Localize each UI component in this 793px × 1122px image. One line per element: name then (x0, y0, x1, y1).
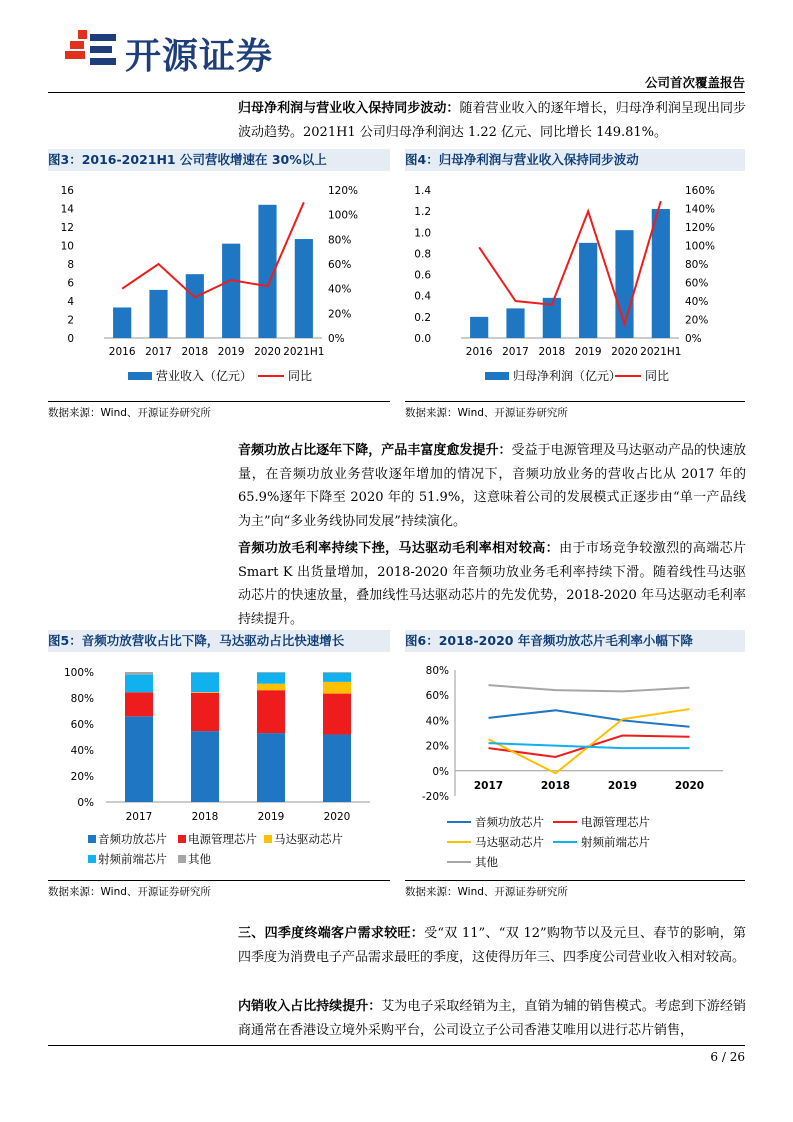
y-axis-left-tick: 1.0 (414, 227, 431, 240)
paragraph-body: 受益于电源管理及马达驱动产品的快速放量，在音频功放业务营收逐年增加的情况下，音频功放业务的营收占比从 2017 年的 65.9%逐年下降至 2020 年的 51.9%，这意味着公司的发展模式正逐步由“单一产品线为主”向“多业务线协同发展”持续演化。 (238, 443, 746, 529)
y-axis-right-tick: 100% (328, 209, 359, 222)
paragraph-lead: 归母净利润与营业收入保持同步波动： (238, 101, 460, 116)
brand-name: 开源证券 (125, 36, 274, 77)
legend-label: 同比 (288, 369, 313, 383)
legend-label: 归母净利润（亿元） (513, 369, 622, 383)
y-axis-right-tick: 40% (328, 283, 352, 296)
x-axis-tick: 2020 (674, 779, 705, 792)
x-axis-tick: 2016 (108, 346, 136, 358)
x-axis-tick: 2019 (574, 346, 602, 358)
figure-5-rule (48, 880, 390, 881)
x-axis-tick: 2020 (254, 346, 281, 358)
paragraph-lead: 内销收入占比持续提升： (238, 999, 382, 1014)
bar (579, 243, 597, 338)
y-axis-right-tick: 120% (328, 185, 359, 197)
y-axis-right-tick: 100% (685, 240, 716, 253)
y-axis-left-tick: 14 (60, 203, 74, 216)
stacked-bar-segment (191, 692, 219, 693)
x-axis-tick: 2017 (125, 811, 153, 823)
y-axis-left-tick: 10 (60, 240, 74, 253)
y-axis-right-tick: 20% (328, 308, 352, 321)
x-axis-tick: 2018 (538, 346, 566, 358)
x-axis-tick: 2021H1 (283, 346, 325, 358)
y-axis-left-tick: 8 (67, 259, 74, 271)
paragraph-body: 受“双 11”、“双 12”购物节以及元旦、春节的影响，第四季度为消费电子产品需求最旺的季度，这使得历年三、四季度公司营业收入相对较高。 (238, 926, 746, 965)
paragraph-lead: 三、四季度终端客户需求较旺： (238, 926, 425, 941)
paragraph-domestic-sales (238, 995, 746, 1042)
legend-label: 电源管理芯片 (581, 815, 650, 829)
growth-line (479, 201, 661, 324)
stacked-bar-segment (191, 673, 219, 693)
page-number: 6 / 26 (710, 1050, 745, 1064)
y-axis-tick: 100% (63, 667, 94, 679)
paragraph-net-profit (238, 97, 746, 144)
y-axis-left-tick: 1.2 (414, 206, 431, 219)
figure-3-title: 图3：2016-2021H1 公司营收增速在 30%以上 (48, 149, 390, 171)
legend-label: 马达驱动芯片 (274, 832, 343, 846)
stacked-bar-segment (191, 731, 219, 802)
legend-swatch-bar (128, 372, 152, 380)
y-axis-right-tick: 80% (328, 234, 352, 247)
y-axis-tick: 0% (432, 765, 449, 778)
stacked-bar-segment (125, 692, 153, 716)
y-axis-left-tick: 1.4 (414, 185, 431, 197)
bar (113, 307, 131, 338)
bar (652, 209, 670, 338)
x-axis-tick: 2016 (465, 346, 493, 358)
paragraph-body: 由于市场竞争较激烈的高端芯片 Smart K 出货量增加，2018-2020 年音频功放业务毛利率持续下滑。随着线性马达驱动芯片的快速放量，叠加线性马达驱动芯片的先发优势，2018-2020 年马达驱动毛利率持续提升。 (238, 541, 746, 627)
y-axis-tick: 40% (425, 715, 449, 728)
legend-label: 营业收入（亿元） (156, 369, 253, 383)
y-axis-right-tick: 20% (685, 314, 709, 327)
y-axis-right-tick: 40% (685, 296, 709, 308)
figure-4-title: 图4：归母净利润与营业收入保持同步波动 (405, 149, 745, 171)
legend-label: 马达驱动芯片 (475, 835, 544, 849)
paragraph-gross-margin (238, 537, 746, 631)
x-axis-tick: 2018 (540, 779, 571, 792)
paragraph-body: 随着营业收入的逐年增长，归母净利润呈现出同步波动趋势。2021H1 公司归母净利润达 1.22 亿元、同比增长 149.81%。 (238, 101, 746, 140)
y-axis-left-tick: 2 (67, 314, 74, 327)
figure-6-source: 数据来源：Wind、开源证券研究所 (405, 886, 568, 898)
y-axis-left-tick: 0.8 (414, 248, 431, 261)
x-axis-tick: 2019 (217, 346, 245, 358)
series-line (489, 685, 690, 691)
y-axis-right-tick: 0% (685, 333, 702, 345)
legend-swatch (264, 835, 272, 843)
legend-label: 音频功放芯片 (475, 815, 544, 829)
bar (149, 290, 167, 338)
y-axis-right-tick: 160% (685, 185, 716, 197)
x-axis-tick: 2017 (473, 779, 504, 792)
bar (470, 317, 488, 338)
stacked-bar-segment (323, 682, 351, 694)
stacked-bar-segment (125, 716, 153, 802)
stacked-bar-segment (257, 684, 285, 691)
y-axis-right-tick: 140% (685, 203, 716, 216)
y-axis-left-tick: 4 (67, 296, 74, 308)
legend-swatch (178, 855, 186, 863)
stacked-bar-segment (323, 735, 351, 802)
stacked-bar-segment (323, 673, 351, 682)
stacked-bar-segment (257, 733, 285, 802)
y-axis-tick: 20% (70, 771, 94, 783)
figure-3-rule (48, 401, 390, 402)
y-axis-left-tick: 0.2 (414, 311, 431, 324)
legend-label: 电源管理芯片 (188, 832, 257, 846)
stacked-bar-segment (257, 673, 285, 684)
y-axis-right-tick: 60% (328, 259, 352, 271)
legend-swatch (178, 835, 186, 843)
y-axis-tick: 20% (425, 740, 449, 753)
figure-5-chart (48, 656, 390, 878)
legend-swatch-bar (485, 372, 509, 380)
legend-label: 其他 (475, 855, 498, 869)
stacked-bar-segment (257, 690, 285, 733)
legend-label: 射频前端芯片 (581, 835, 650, 849)
figure-6-title: 图6：2018-2020 年音频功放芯片毛利率小幅下降 (405, 630, 745, 652)
x-axis-tick: 2018 (181, 346, 209, 358)
bar (506, 308, 524, 338)
figure-5-title: 图5：音频功放营收占比下降，马达驱动占比快速增长 (48, 630, 390, 652)
legend-label: 射频前端芯片 (98, 852, 167, 866)
y-axis-left-tick: 0.0 (414, 333, 431, 345)
legend-swatch (88, 855, 96, 863)
stacked-bar-segment (191, 693, 219, 731)
stacked-bar-segment (125, 675, 153, 693)
x-axis-tick: 2020 (323, 811, 351, 823)
figure-5-source: 数据来源：Wind、开源证券研究所 (48, 886, 211, 898)
y-axis-left-tick: 0.4 (414, 290, 431, 303)
report-type: 公司首次覆盖报告 (644, 75, 745, 90)
y-axis-tick: 0% (77, 797, 94, 809)
bar (186, 274, 204, 338)
y-axis-tick: -20% (421, 791, 449, 803)
series-line (489, 709, 690, 773)
x-axis-tick: 2021H1 (640, 346, 682, 358)
paragraph-lead: 音频功放占比逐年下降，产品丰富度愈发提升： (238, 443, 512, 458)
header-rule (48, 92, 745, 93)
figure-3-source: 数据来源：Wind、开源证券研究所 (48, 407, 211, 419)
y-axis-right-tick: 0% (328, 333, 345, 345)
figure-6-rule (405, 880, 745, 881)
figure-4-source: 数据来源：Wind、开源证券研究所 (405, 407, 568, 419)
paragraph-audio-share (238, 439, 746, 533)
x-axis-tick: 2019 (257, 811, 285, 823)
x-axis-tick: 2017 (145, 346, 172, 358)
figure-3-chart (48, 176, 390, 398)
y-axis-tick: 80% (425, 665, 449, 677)
stacked-bar-segment (323, 694, 351, 735)
stacked-bar-segment (257, 672, 285, 673)
y-axis-left-tick: 12 (60, 222, 74, 234)
y-axis-right-tick: 60% (685, 277, 709, 290)
y-axis-right-tick: 120% (685, 222, 716, 234)
y-axis-tick: 80% (70, 693, 94, 705)
y-axis-right-tick: 80% (685, 259, 709, 271)
stacked-bar-segment (323, 672, 351, 673)
legend-swatch (88, 835, 96, 843)
bar (295, 239, 313, 338)
bar (222, 244, 240, 338)
y-axis-left-tick: 0 (67, 333, 74, 345)
x-axis-tick: 2020 (611, 346, 638, 358)
stacked-bar-segment (191, 672, 219, 673)
y-axis-left-tick: 6 (67, 277, 74, 290)
y-axis-left-tick: 0.6 (414, 269, 431, 282)
stacked-bar-segment (125, 672, 153, 675)
figure-6-chart (405, 656, 745, 878)
figure-4-rule (405, 401, 745, 402)
x-axis-tick: 2019 (607, 779, 638, 792)
paragraph-seasonality (238, 922, 746, 969)
x-axis-tick: 2018 (191, 811, 219, 823)
y-axis-tick: 60% (70, 719, 94, 731)
figure-4-chart (405, 176, 745, 398)
legend-label: 同比 (645, 369, 670, 383)
paragraph-body: 艾为电子采取经销为主，直销为辅的销售模式。考虑到下游经销商通常在香港设立境外采购平台，公司设立子公司香港艾唯用以进行芯片销售， (238, 999, 746, 1038)
y-axis-tick: 40% (70, 745, 94, 757)
footer-rule (48, 1045, 745, 1046)
paragraph-lead: 音频功放毛利率持续下挫，马达驱动毛利率相对较高： (238, 541, 560, 556)
legend-label: 其他 (188, 852, 211, 866)
x-axis-tick: 2017 (502, 346, 529, 358)
y-axis-left-tick: 16 (60, 185, 74, 197)
brand-logo (60, 24, 122, 72)
logo-mark-icon (60, 24, 122, 72)
legend-label: 音频功放芯片 (98, 832, 167, 846)
y-axis-tick: 60% (425, 690, 449, 703)
